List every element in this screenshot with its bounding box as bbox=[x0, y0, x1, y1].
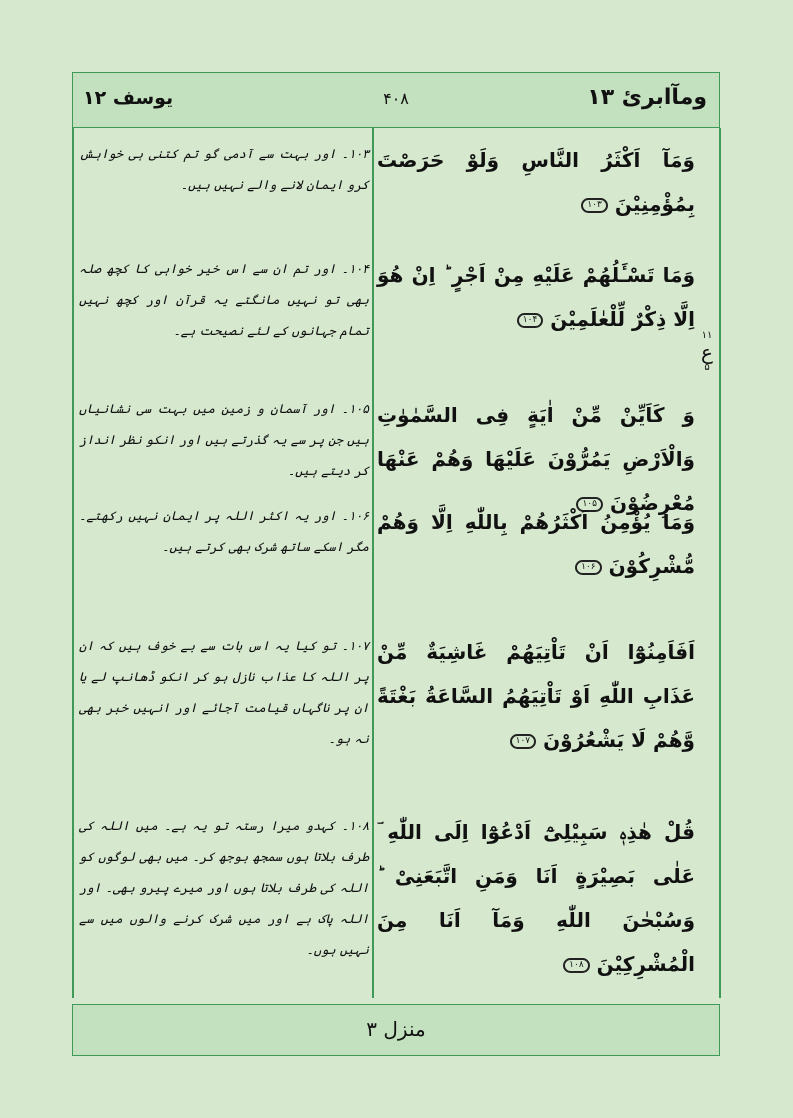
arabic-text: قُلْ هٰذِهٖ سَبِيْلِىْٓ اَدْعُوْٓا اِلَى اللّٰهِ ؔ عَلٰى بَصِيْرَةٍ اَنَا وَمَنِ اتَّبَعَنِىْ ؕ وَسُبْحٰنَ اللّٰهِ وَمَآ اَنَا مِنَ الْمُشْرِكِيْنَ bbox=[377, 820, 695, 976]
arabic-text: وَمَا يُؤْمِنُ اَكْثَرُهُمْ بِاللّٰهِ اِلَّا وَهُمْ مُّشْرِكُوْنَ bbox=[377, 510, 695, 578]
ayah-number-marker: ۱۰۵ bbox=[576, 497, 603, 512]
ruku-marker bbox=[694, 330, 720, 374]
urdu-translation: ۱۰۴۔ اور تم ان سے اس خیر خواہی کا کچھ صلہ بھی تو نہیں مانگتے یہ قرآن اور کچھ نہیں تمام جہانوں کے لئے نصیحت ہے۔ bbox=[79, 261, 369, 338]
ruku-top-number: ۱۱ bbox=[701, 330, 713, 341]
ayah-number-marker: ۱۰۶ bbox=[575, 560, 602, 575]
ayah-number-marker: ۱۰۳ bbox=[581, 198, 608, 213]
arabic-verse bbox=[377, 138, 695, 226]
ruku-symbol: ع bbox=[701, 340, 713, 364]
left-border bbox=[72, 128, 74, 998]
arabic-verse bbox=[377, 630, 695, 762]
surah-name: یوسف ۱۲ bbox=[83, 87, 174, 109]
para-name: ومآابرئ ۱۳ bbox=[587, 85, 707, 110]
right-border bbox=[719, 128, 721, 998]
column-divider bbox=[372, 128, 374, 998]
ayah-number-marker: ۱۰۸ bbox=[563, 958, 590, 973]
ruku-bottom-number: ۵ bbox=[704, 362, 710, 373]
ayah-number-marker: ۱۰۴ bbox=[517, 313, 544, 328]
arabic-text: وَ كَاَيِّنْ مِّنْ اٰيَةٍ فِى السَّمٰوٰتِ وَالْاَرْضِ يَمُرُّوْنَ عَلَيْهَا وَهُمْ عَنْهَا مُعْرِضُوْنَ bbox=[377, 403, 695, 515]
page-header bbox=[72, 72, 720, 128]
ayah-number-marker: ۱۰۷ bbox=[510, 734, 537, 749]
urdu-translation: ۱۰۵۔ اور آسمان و زمین میں بہت سی نشانیاں ہیں جن پر سے یہ گذرتے ہیں اور انکو نظر انداز کر دیتے ہیں۔ bbox=[79, 401, 369, 478]
urdu-translation: ۱۰۳۔ اور بہت سے آدمی گو تم کتنی ہی خواہش کرو ایمان لانے والے نہیں ہیں۔ bbox=[79, 146, 369, 192]
urdu-translation: ۱۰۷۔ تو کیا یہ اس بات سے بے خوف ہیں کہ ان پر اللہ کا عذاب نازل ہو کر انکو ڈھانپ لے یا ان پر ناگہاں قیامت آجائے اور انہیں خبر بھی نہ ہو۔ bbox=[79, 638, 369, 746]
arabic-text: وَمَآ اَكْثَرُ النَّاسِ وَلَوْ حَرَصْتَ بِمُؤْمِنِيْنَ bbox=[377, 148, 695, 216]
manzil-footer: منزل ۳ bbox=[72, 1004, 720, 1056]
arabic-text: وَمَا تَسْـَٔلُهُمْ عَلَيْهِ مِنْ اَجْرٍ ؕ اِنْ هُوَ اِلَّا ذِكْرٌ لِّلْعٰلَمِيْنَ bbox=[377, 263, 695, 331]
arabic-text: اَفَاَمِنُوْٓا اَنْ تَاْتِيَهُمْ غَاشِيَةٌ مِّنْ عَذَابِ اللّٰهِ اَوْ تَاْتِيَهُمُ السَّاعَةُ بَغْتَةً وَّهُمْ لَا يَشْعُرُوْنَ bbox=[377, 640, 695, 752]
arabic-verse bbox=[377, 500, 695, 588]
page-number: ۴۰۸ bbox=[383, 89, 409, 108]
urdu-translation: ۱۰۶۔ اور یہ اکثر اللہ پر ایمان نہیں رکھتے۔ مگر اسکے ساتھ شرک بھی کرتے ہیں۔ bbox=[79, 508, 369, 554]
urdu-translation: ۱۰۸۔ کہدو میرا رستہ تو یہ ہے۔ میں اللہ کی طرف بلاتا ہوں سمجھ بوجھ کر۔ میں بھی لوگوں کو اللہ کی طرف بلاتا ہوں اور میرے پیرو بھی۔ اور اللہ پاک ہے اور میں شرک کرنے والوں میں سے نہیں ہوں۔ bbox=[79, 818, 369, 957]
arabic-verse bbox=[377, 810, 695, 986]
arabic-verse bbox=[377, 253, 695, 341]
